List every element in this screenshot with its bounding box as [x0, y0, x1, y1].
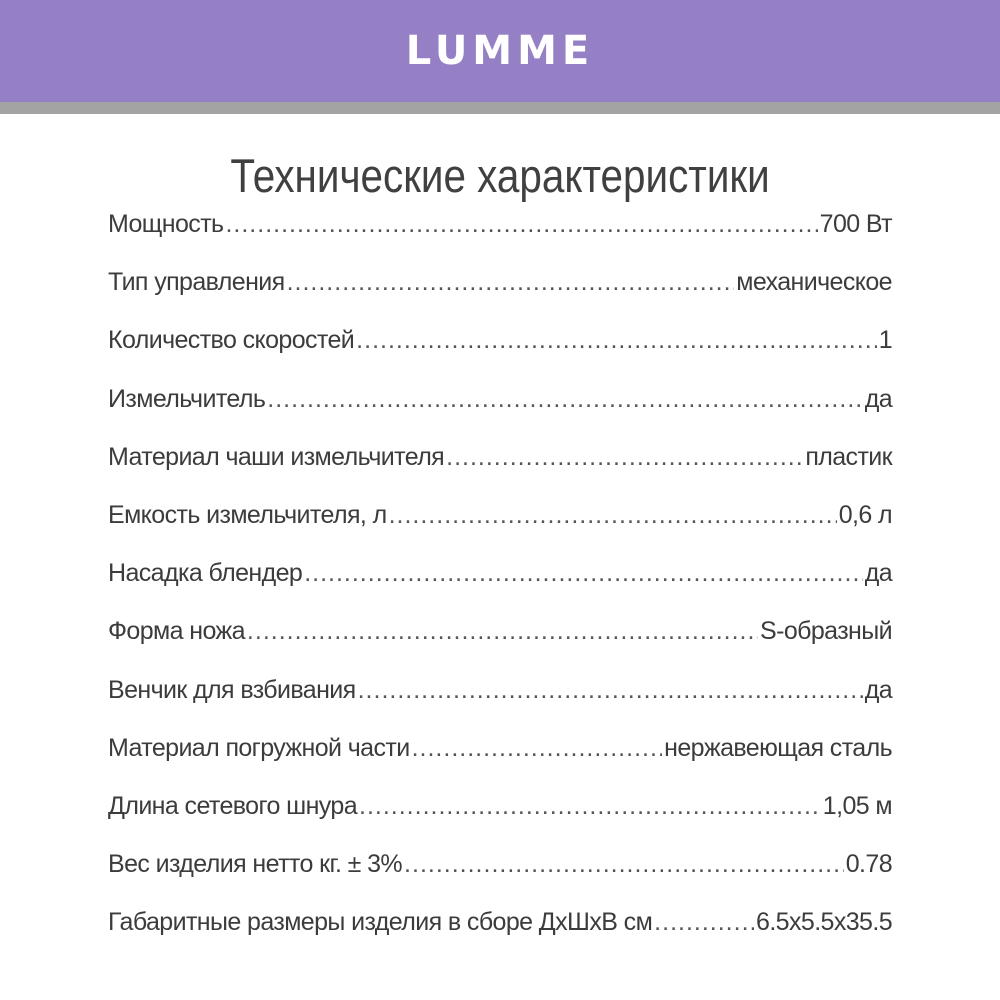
spec-row	[108, 204, 892, 262]
spec-label: Тип управления	[108, 268, 285, 297]
spec-label: Материал чаши измельчителя	[108, 442, 445, 471]
spec-row	[108, 262, 892, 320]
spec-row	[108, 553, 892, 611]
spec-row	[108, 495, 892, 553]
spec-label: Длина сетевого шнура	[108, 791, 357, 820]
spec-value: S-образный	[760, 617, 892, 646]
spec-value: да	[864, 384, 892, 413]
spec-row	[108, 902, 892, 960]
dot-leader	[287, 262, 735, 302]
spec-label: Форма ножа	[108, 617, 245, 646]
page-title: Технические характеристики	[230, 149, 770, 202]
spec-row	[108, 728, 892, 786]
spec-row	[108, 670, 892, 728]
spec-label: Материал погружной части	[108, 733, 410, 762]
spec-value: 1	[878, 326, 892, 355]
spec-row	[108, 320, 892, 378]
header-stripe	[0, 102, 1000, 114]
dot-leader	[267, 379, 862, 419]
spec-label: Габаритные размеры изделия в сборе ДхШхВ см	[108, 908, 653, 937]
spec-label: Насадка блендер	[108, 559, 303, 588]
spec-value: да	[864, 675, 892, 704]
dot-leader	[358, 670, 863, 710]
dot-leader	[404, 844, 844, 884]
spec-row	[108, 786, 892, 844]
dot-leader	[359, 786, 821, 826]
dot-leader	[446, 437, 803, 477]
spec-row	[108, 611, 892, 669]
brand-logo: LUMME	[405, 28, 595, 74]
spec-value: 0,6 л	[838, 500, 892, 529]
spec-value: нержавеющая сталь	[664, 733, 892, 762]
dot-leader	[412, 728, 663, 768]
spec-row	[108, 437, 892, 495]
spec-row	[108, 844, 892, 902]
dot-leader	[654, 902, 754, 942]
spec-label: Количество скоростей	[108, 326, 355, 355]
spec-label: Венчик для взбивания	[108, 675, 356, 704]
spec-label: Мощность	[108, 210, 224, 238]
spec-label: Измельчитель	[108, 384, 266, 413]
spec-value: 700 Вт	[819, 210, 892, 238]
dot-leader	[304, 553, 863, 593]
spec-value: механическое	[736, 268, 892, 297]
spec-value: 6.5х5.5х35.5	[756, 908, 892, 937]
spec-label: Емкость измельчителя, л	[108, 500, 387, 529]
spec-value: 1,05 м	[822, 791, 892, 820]
spec-value: пластик	[805, 442, 892, 471]
dot-leader	[225, 204, 817, 244]
dot-leader	[389, 495, 837, 535]
spec-row	[108, 379, 892, 437]
spec-label: Вес изделия нетто кг. ± 3%	[108, 850, 403, 879]
dot-leader	[247, 611, 758, 651]
spec-value: да	[864, 559, 892, 588]
dot-leader	[356, 320, 877, 360]
spec-value: 0.78	[845, 850, 892, 879]
specs-list	[108, 204, 892, 960]
